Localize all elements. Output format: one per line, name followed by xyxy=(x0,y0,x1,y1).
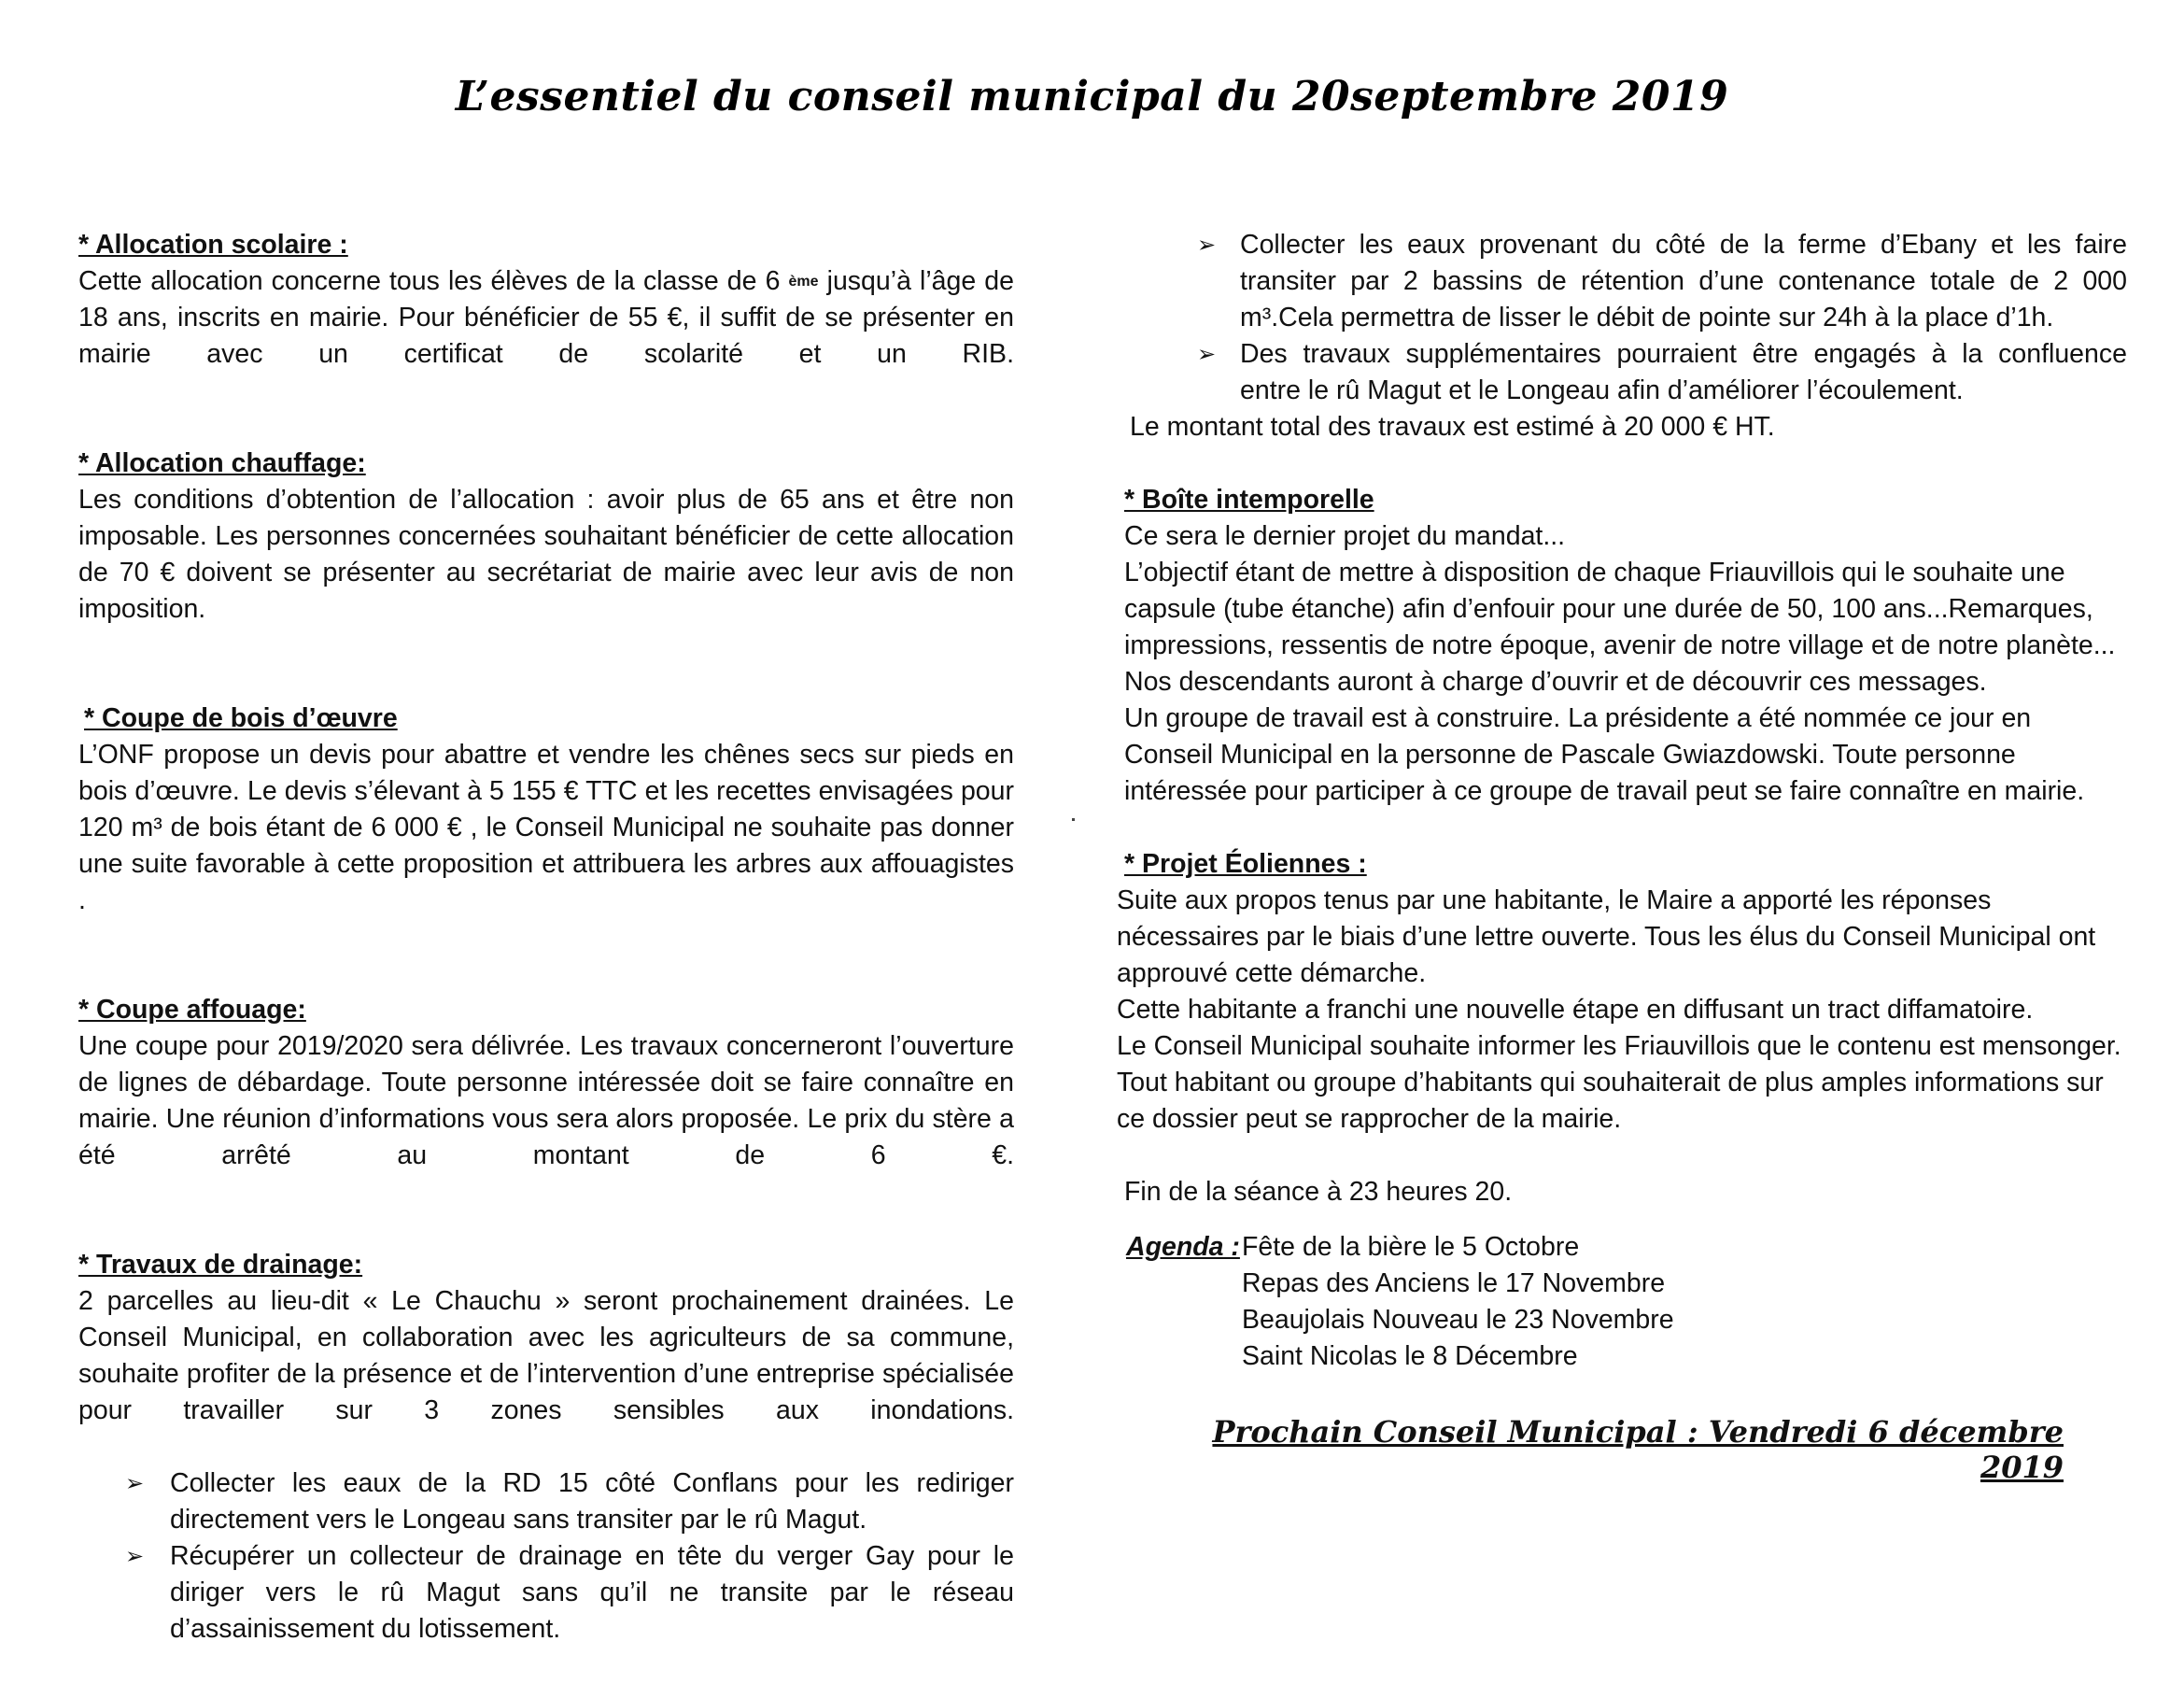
section-heading: * Coupe affouage: xyxy=(78,995,306,1025)
arrow-bullet-icon: ➢ xyxy=(125,1471,145,1496)
section-travaux-drainage xyxy=(78,1247,1014,1648)
list-item-text: Récupérer un collecteur de drainage en tête du verger Gay pour le diriger vers le rû Magut sans qu’il ne transite par le réseau d’assainissement du lotissement. xyxy=(170,1541,1014,1644)
agenda-item: Saint Nicolas le 8 Décembre xyxy=(1242,1341,1578,1371)
section-text: 2 parcelles au lieu-dit « Le Chauchu » seront prochainement drainées. Le Conseil Municipal, en collaboration avec les agriculteurs de sa commune, souhaite profiter de la présence et de l’intervention d’une entreprise spécialisée pour travailler sur 3 zones sensibles aux inondations. xyxy=(78,1286,1014,1425)
agenda-items xyxy=(1242,1229,2127,1375)
list-item xyxy=(78,1465,1014,1538)
fin-seance: Fin de la séance à 23 heures 20. xyxy=(1124,1177,1513,1207)
drainage-total: Le montant total des travaux est estimé à 20 000 € HT. xyxy=(1130,412,1775,442)
list-item-text: Des travaux supplémentaires pourraient être engagés à la confluence entre le rû Magut et le Longeau afin d’améliorer l’écoulement. xyxy=(1240,339,2127,405)
agenda-label: Agenda : xyxy=(1126,1232,1240,1262)
section-line: Le Conseil Municipal souhaite informer les Friauvillois que le contenu est mensonger. xyxy=(1117,1031,2121,1061)
section-text: Une coupe pour 2019/2020 sera délivrée. Les travaux concerneront l’ouverture de lignes de débardage. Toute personne intéressée doit se faire connaître en mairie. Une réunion d’informations vous sera alors proposée. Le prix du stère a été arrêté au montant de 6 €. xyxy=(78,1031,1014,1170)
section-line: Suite aux propos tenus par une habitante, le Maire a apporté les réponses nécessaires par le biais d’une lettre ouverte. Tous les élus du Conseil Municipal ont approuvé cette démarche. xyxy=(1117,885,2096,988)
section-coupe-bois xyxy=(78,700,1014,955)
agenda xyxy=(1117,1229,2127,1375)
section-line: Ce sera le dernier projet du mandat... xyxy=(1124,521,1566,551)
section-line: L’objectif étant de mettre à disposition de chaque Friauvillois qui le souhaite une capsule (tube étanche) afin d’enfouir pour une durée de 50, 100 ans...Remarques, impressions, ressentis de notre époque, avenir de notre village et de notre planète... xyxy=(1124,558,2116,660)
section-heading: * Boîte intemporelle xyxy=(1124,485,1374,515)
section-heading: * Coupe de bois d’œuvre xyxy=(84,703,398,733)
list-item-text: Collecter les eaux provenant du côté de la ferme d’Ebany et les faire transiter par 2 bassins de rétention d’une contenance totale de 2 000 m³.Cela permettra de lisser le débit de pointe sur 24h à la place d’1h. xyxy=(1240,230,2127,333)
agenda-item: Beaujolais Nouveau le 23 Novembre xyxy=(1242,1305,1674,1335)
section-boite-intemporelle xyxy=(1117,482,2127,810)
stray-dot xyxy=(1072,818,1075,821)
list-item xyxy=(1117,227,2127,336)
section-line: Cette habitante a franchi une nouvelle étape en diffusant un tract diffamatoire. xyxy=(1117,995,2034,1025)
arrow-bullet-icon: ➢ xyxy=(1197,342,1217,367)
bullet-list xyxy=(78,1465,1014,1648)
section-line: Tout habitant ou groupe d’habitants qui souhaiterait de plus amples informations sur ce dossier peut se rapprocher de la mairie. xyxy=(1117,1068,2104,1134)
section-allocation-scolaire xyxy=(78,227,1014,409)
agenda-item: Fête de la bière le 5 Octobre xyxy=(1242,1232,1580,1262)
list-item xyxy=(78,1538,1014,1648)
section-coupe-affouage xyxy=(78,992,1014,1210)
arrow-bullet-icon: ➢ xyxy=(1197,233,1217,258)
left-column xyxy=(78,227,1014,1684)
list-item xyxy=(1117,336,2127,409)
section-heading: * Projet Éoliennes : xyxy=(1124,849,1367,879)
arrow-bullet-icon: ➢ xyxy=(125,1544,145,1569)
section-text: L’ONF propose un devis pour abattre et vendre les chênes secs sur pieds en bois d’œuvre. Le devis s’élevant à 5 155 € TTC et les recettes envisagées pour 120 m³ de bois étant de 6 000 € , le Conseil Municipal ne souhaite pas donner une suite favorable à cette proposition et attribuera les arbres aux affouagistes . xyxy=(78,740,1014,915)
drainage-bullet-list xyxy=(1117,227,2127,409)
section-line: Nos descendants auront à charge d’ouvrir et de découvrir ces messages. xyxy=(1124,667,1987,697)
list-item-text: Collecter les eaux de la RD 15 côté Conflans pour les rediriger directement vers le Longeau sans transiter par le rû Magut. xyxy=(170,1468,1014,1535)
section-heading: * Travaux de drainage: xyxy=(78,1250,363,1280)
agenda-item: Repas des Anciens le 17 Novembre xyxy=(1242,1268,1666,1298)
text-part: jusqu’à l’âge de 18 ans, inscrits en mairie. Pour bénéficier de 55 €, il suffit de se présenter en mairie avec un certificat de scolarité et un RIB. xyxy=(78,266,1014,369)
section-projet-eoliennes xyxy=(1117,846,2127,1138)
section-allocation-chauffage xyxy=(78,446,1014,664)
next-council-date: Prochain Conseil Municipal : Vendredi 6 décembre 2019 xyxy=(1212,1414,2064,1485)
right-column xyxy=(1117,227,2127,1375)
section-text: Les conditions d’obtention de l’allocation : avoir plus de 65 ans et être non imposable. Les personnes concernées souhaitant bénéficier de cette allocation de 70 € doivent se présenter au secrétariat de mairie avec leur avis de non imposition. xyxy=(78,485,1014,624)
section-heading: * Allocation scolaire : xyxy=(78,230,348,260)
section-text xyxy=(78,263,1014,409)
agenda-row xyxy=(1117,1229,2127,1375)
text-part: Cette allocation concerne tous les élèves de la classe de 6 xyxy=(78,266,781,296)
section-heading: * Allocation chauffage: xyxy=(78,448,366,478)
document-title: L’essentiel du conseil municipal du 20septembre 2019 xyxy=(455,73,1729,120)
section-line: Un groupe de travail est à construire. La présidente a été nommée ce jour en Conseil Municipal en la personne de Pascale Gwiazdowski. Toute personne intéressée pour participer à ce groupe de travail peut se faire connaître en mairie. xyxy=(1124,703,2085,806)
superscript: ème xyxy=(788,274,819,290)
